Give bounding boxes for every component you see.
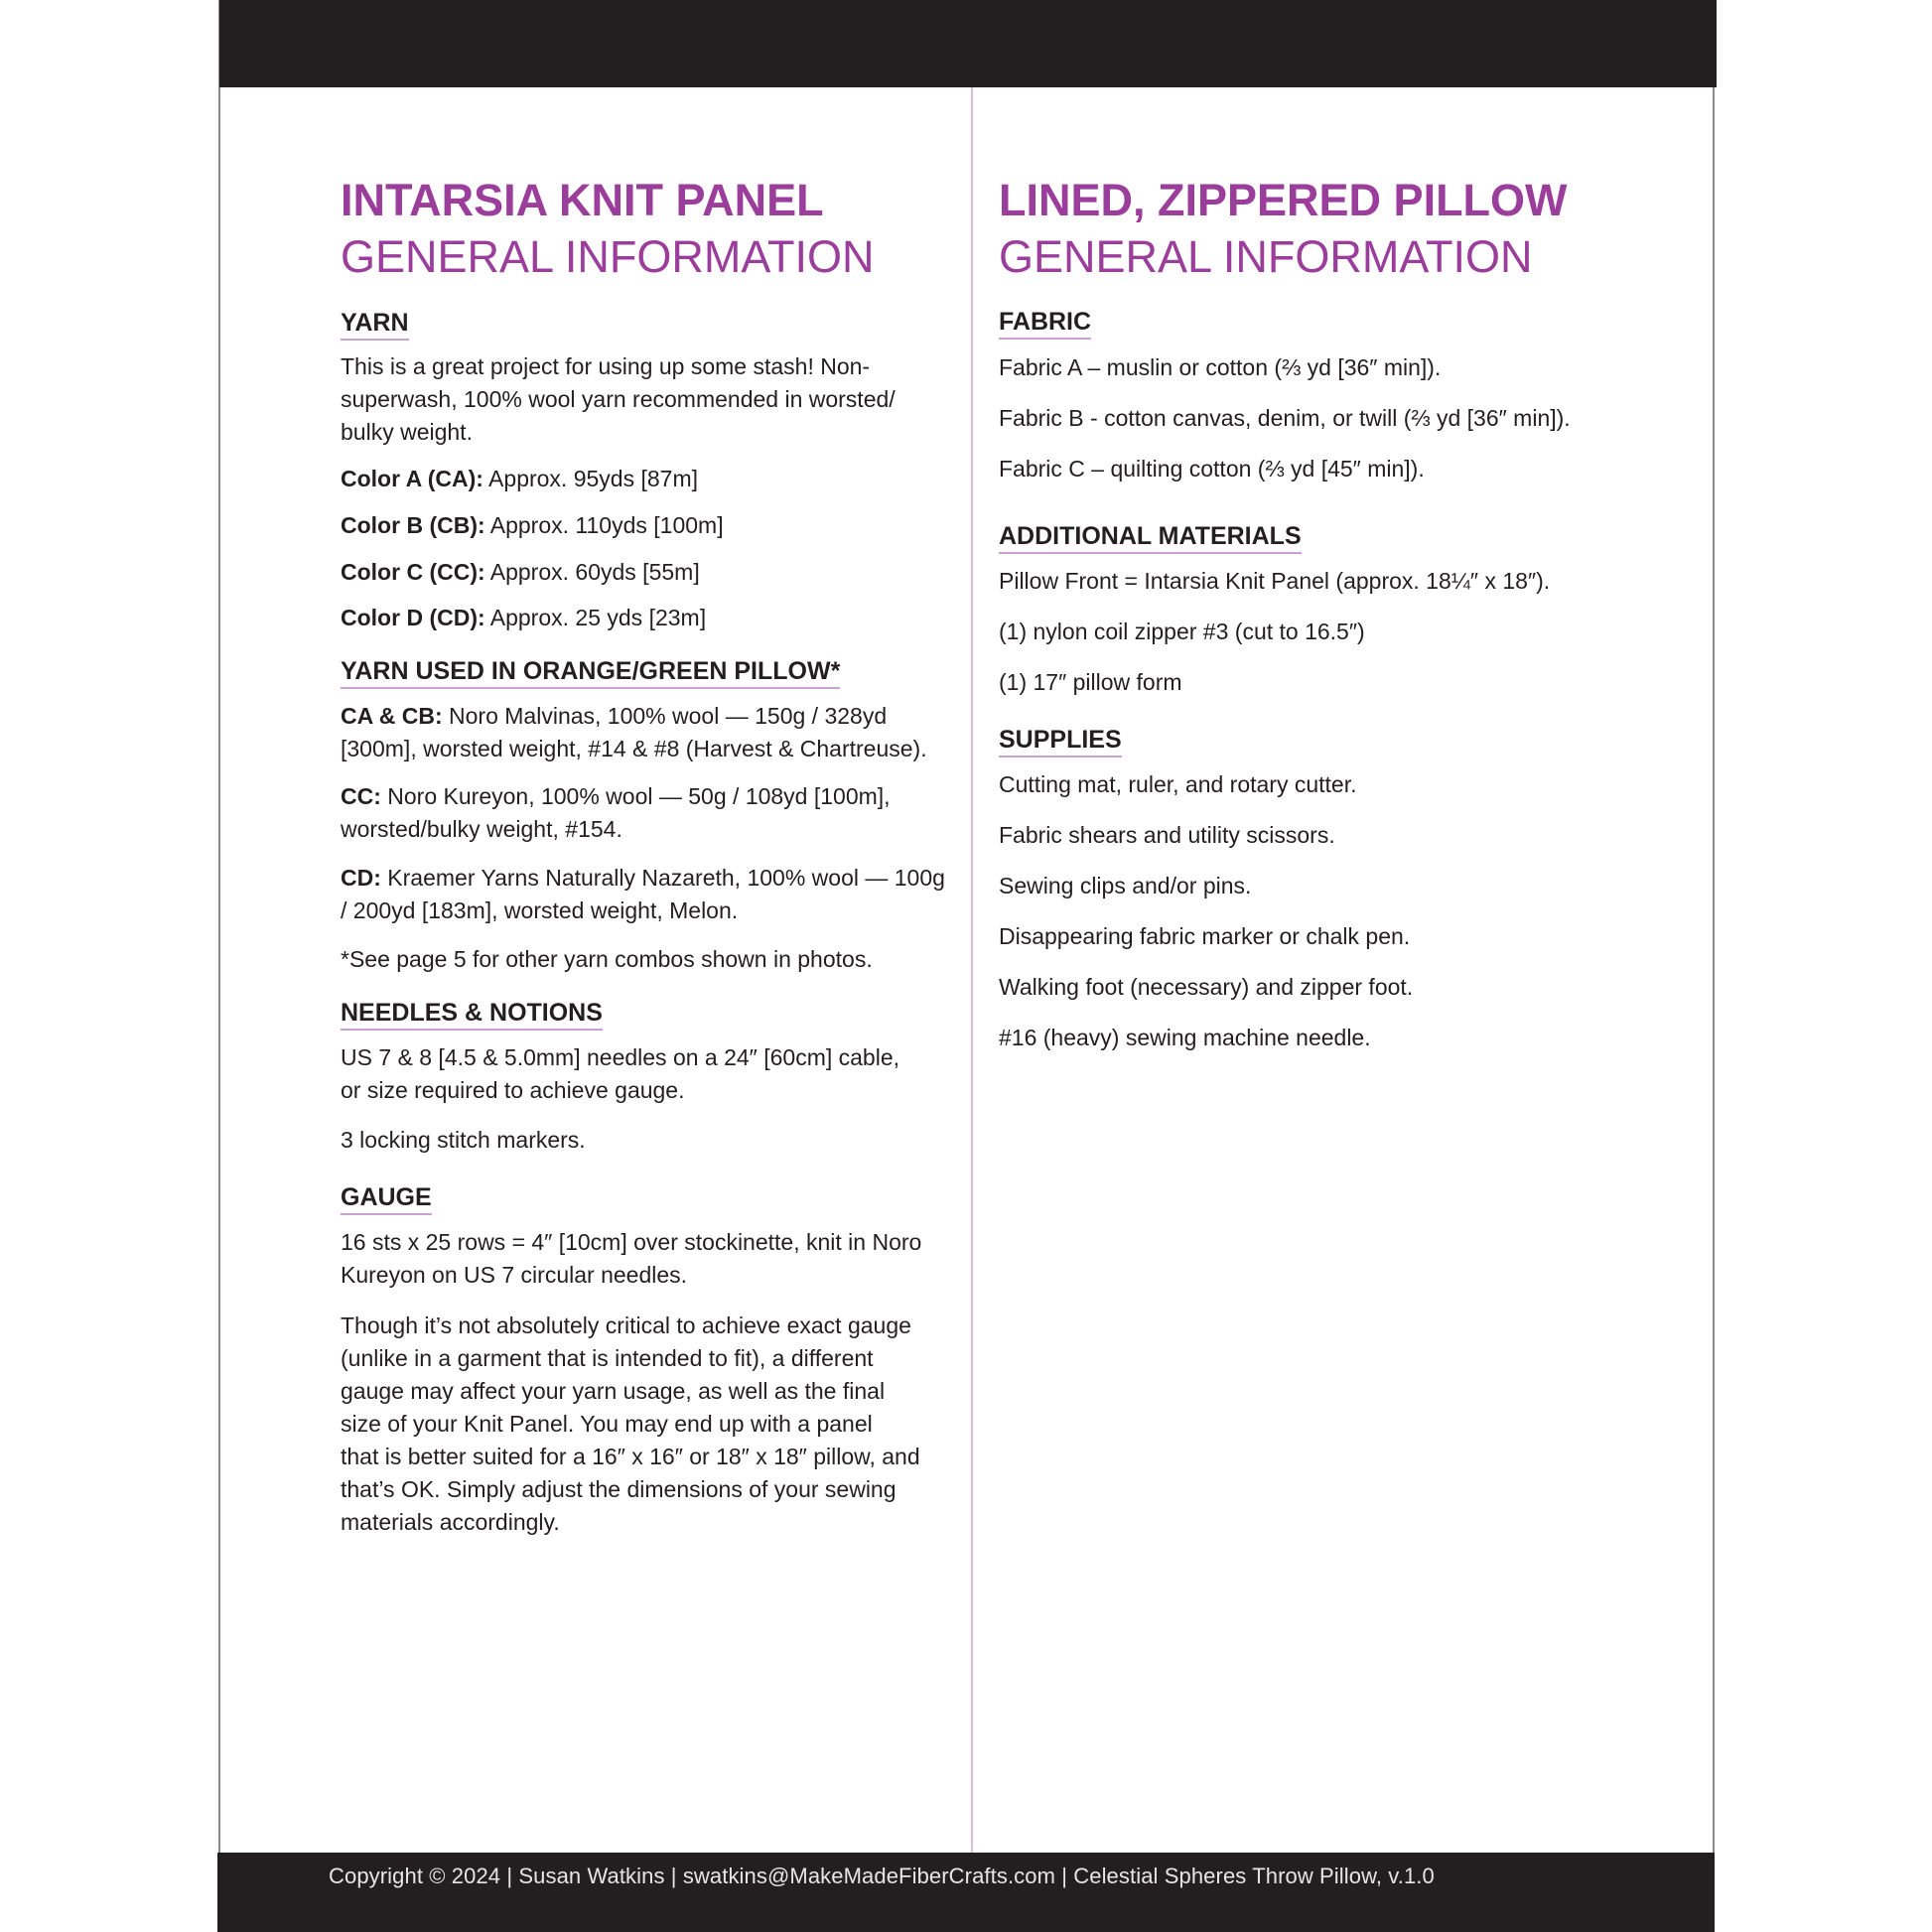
needles-line-3: 3 locking stitch markers. <box>341 1127 586 1153</box>
yarn-heading: YARN <box>341 308 409 341</box>
gauge-p2-6: that’s OK. Simply adjust the dimensions of your sewing <box>341 1476 897 1502</box>
yarn-intro-2: superwash, 100% wool yarn recommended in worsted/ <box>341 386 896 412</box>
materials-item-2: (1) nylon coil zipper #3 (cut to 16.5″) <box>999 619 1365 644</box>
supplies-item-1: Cutting mat, ruler, and rotary cutter. <box>999 771 1357 797</box>
yarn-used-cd-2: / 200yd [183m], worsted weight, Melon. <box>341 897 739 923</box>
left-title-sub: GENERAL INFORMATION <box>341 231 875 282</box>
gauge-heading: GAUGE <box>341 1182 432 1215</box>
yarn-used-cc-1: CC: Noro Kureyon, 100% wool — 50g / 108yd [100m], <box>341 783 891 809</box>
yarn-color-c: Color C (CC): Approx. 60yds [55m] <box>341 559 700 585</box>
column-divider <box>971 87 973 1853</box>
gauge-p1-2: Kureyon on US 7 circular needles. <box>341 1262 688 1288</box>
right-title-main: LINED, ZIPPERED PILLOW <box>999 175 1568 225</box>
fabric-b: Fabric B - cotton canvas, denim, or twill (⅔ yd [36″ min]). <box>999 405 1571 431</box>
yarn-color-a: Color A (CA): Approx. 95yds [87m] <box>341 466 699 491</box>
supplies-item-3: Sewing clips and/or pins. <box>999 873 1252 898</box>
left-title-main: INTARSIA KNIT PANEL <box>341 175 824 225</box>
yarn-used-cc-2: worsted/bulky weight, #154. <box>341 816 622 842</box>
fabric-heading: FABRIC <box>999 307 1091 340</box>
left-title <box>341 173 875 286</box>
yarn-used-heading: YARN USED IN ORANGE/GREEN PILLOW* <box>341 656 840 689</box>
yarn-used-cacb-1: CA & CB: Noro Malvinas, 100% wool — 150g / 328yd <box>341 703 888 729</box>
needles-line-2: or size required to achieve gauge. <box>341 1077 685 1103</box>
yarn-color-d: Color D (CD): Approx. 25 yds [23m] <box>341 605 707 630</box>
right-title <box>999 173 1568 286</box>
supplies-item-6: #16 (heavy) sewing machine needle. <box>999 1025 1371 1050</box>
needles-line-1: US 7 & 8 [4.5 & 5.0mm] needles on a 24″ [60cm] cable, <box>341 1044 900 1070</box>
needles-heading: NEEDLES & NOTIONS <box>341 998 603 1031</box>
gauge-p2-4: size of your Knit Panel. You may end up with a panel <box>341 1411 873 1437</box>
fabric-a: Fabric A – muslin or cotton (⅔ yd [36″ min]). <box>999 354 1442 380</box>
header-bar <box>219 0 1717 87</box>
supplies-item-5: Walking foot (necessary) and zipper foot. <box>999 974 1414 1000</box>
materials-item-3: (1) 17″ pillow form <box>999 669 1182 695</box>
yarn-intro-1: This is a great project for using up some stash! Non- <box>341 353 871 379</box>
materials-heading: ADDITIONAL MATERIALS <box>999 521 1302 554</box>
gauge-p2-5: that is better suited for a 16″ x 16″ or 18″ x 18″ pillow, and <box>341 1444 920 1469</box>
supplies-item-4: Disappearing fabric marker or chalk pen. <box>999 923 1411 949</box>
supplies-item-2: Fabric shears and utility scissors. <box>999 822 1335 848</box>
footer-copyright: Copyright © 2024 | Susan Watkins | swatkins@MakeMadeFiberCrafts.com | Celestial Spheres Throw Pillow, v.1.0 <box>329 1863 1435 1888</box>
yarn-used-cd-1: CD: Kraemer Yarns Naturally Nazareth, 100% wool — 100g <box>341 865 945 891</box>
gauge-p2-1: Though it’s not absolutely critical to achieve exact gauge <box>341 1312 911 1338</box>
yarn-used-note: *See page 5 for other yarn combos shown in photos. <box>341 946 873 972</box>
yarn-color-b: Color B (CB): Approx. 110yds [100m] <box>341 512 724 538</box>
gauge-p2-3: gauge may affect your yarn usage, as well as the final <box>341 1378 886 1404</box>
materials-item-1: Pillow Front = Intarsia Knit Panel (approx. 18¼″ x 18″). <box>999 568 1551 594</box>
supplies-heading: SUPPLIES <box>999 725 1122 758</box>
fabric-c: Fabric C – quilting cotton (⅔ yd [45″ min]). <box>999 456 1425 482</box>
yarn-used-cacb-2: [300m], worsted weight, #14 & #8 (Harvest & Chartreuse). <box>341 736 927 761</box>
gauge-p2-2: (unlike in a garment that is intended to fit), a different <box>341 1345 874 1371</box>
gauge-p2-7: materials accordingly. <box>341 1509 560 1535</box>
right-title-sub: GENERAL INFORMATION <box>999 231 1533 282</box>
gauge-p1-1: 16 sts x 25 rows = 4″ [10cm] over stockinette, knit in Noro <box>341 1229 922 1255</box>
yarn-intro-3: bulky weight. <box>341 419 473 445</box>
